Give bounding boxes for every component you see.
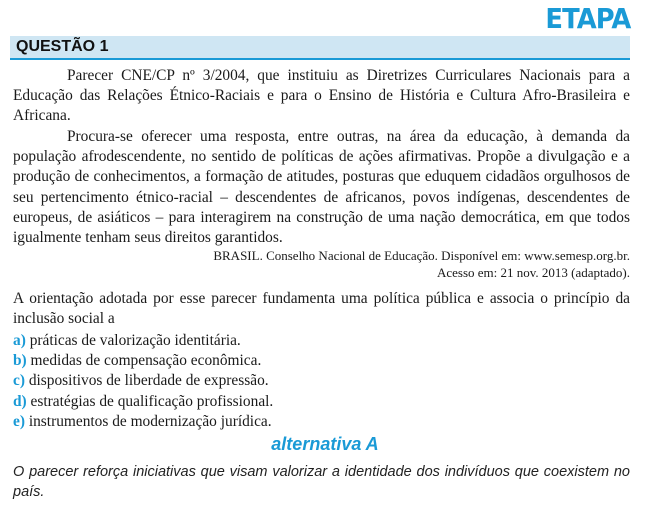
text-paragraph-1: Parecer CNE/CP nº 3/2004, que instituiu as Diretrizes Curriculares Nacionais para a Educação das Relações Étnico-Raciais e para o Ensino de História e Cultura Afro-Brasileira e Africana. bbox=[13, 67, 630, 125]
option-letter: e) bbox=[13, 412, 25, 430]
answer-comment: O parecer reforça iniciativas que visam valorizar a identidade dos indivíduos que coexistem no país. bbox=[13, 464, 630, 500]
option-text: estratégias de qualificação profissional. bbox=[30, 392, 274, 410]
source-line-2: Acesso em: 21 nov. 2013 (adaptado). bbox=[436, 265, 630, 280]
option-text: práticas de valorização identitária. bbox=[29, 332, 241, 349]
option-letter: a) bbox=[13, 332, 26, 349]
option-letter: d) bbox=[13, 392, 27, 410]
source-citation bbox=[213, 247, 630, 281]
question-header-bar bbox=[10, 36, 630, 60]
option-c bbox=[13, 371, 273, 391]
options-list bbox=[13, 331, 273, 432]
answer-label: alternativa A bbox=[271, 434, 379, 454]
option-text: medidas de compensação econômica. bbox=[30, 352, 262, 370]
question-label: QUESTÃO 1 bbox=[16, 38, 109, 55]
option-e bbox=[13, 412, 273, 432]
option-letter: b) bbox=[13, 352, 27, 370]
source-line-1: BRASIL. Conselho Nacional de Educação. Disponível em: www.semesp.org.br. bbox=[213, 248, 630, 263]
option-text: instrumentos de modernização jurídica. bbox=[28, 412, 272, 430]
option-letter: c) bbox=[13, 372, 25, 390]
text-paragraph-2: Procura-se oferecer uma resposta, entre outras, na área da educação, à demanda da população afrodescendente, no sentido de políticas de ações afirmativas. Propõe a divulgação e a produção de conhecimentos, a formação de atitudes, posturas que eduquem cidadãos orgulhosos de seu pertencimento étnico-racial – descendentes de africanos, povos indígenas, descendentes de europeus, de asiáticos – para interagirem na construção de uma nação democrática, em que todos igualmente tenham seus direitos garantidos. bbox=[13, 128, 630, 247]
option-b bbox=[13, 351, 273, 371]
brand-logo: ETAPA bbox=[545, 2, 630, 35]
option-d bbox=[13, 392, 273, 412]
option-text: dispositivos de liberdade de expressão. bbox=[28, 372, 269, 390]
option-a bbox=[13, 331, 273, 351]
question-stem: A orientação adotada por esse parecer fundamenta uma política pública e associa o princípio da inclusão social a bbox=[13, 290, 630, 328]
